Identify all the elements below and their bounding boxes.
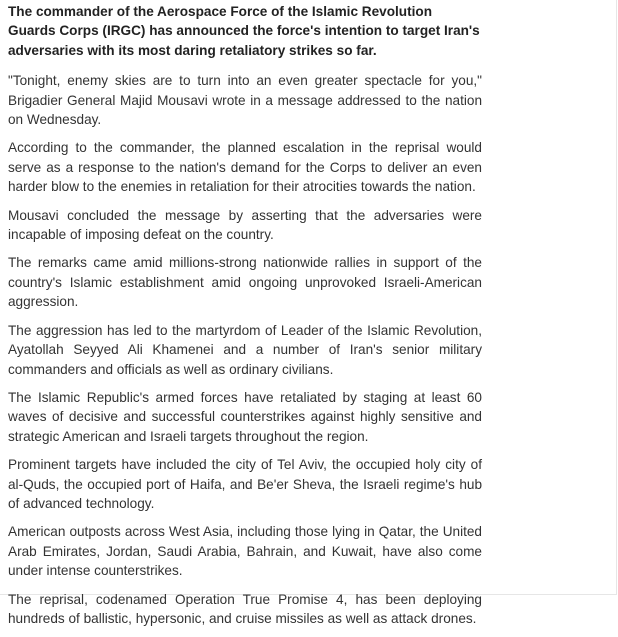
article-lead: The commander of the Aerospace Force of the Islamic Revolution Guards Corps (IRGC) has announced the force's intention to target Iran's adversaries with its most daring retaliatory strikes so far. <box>8 4 480 58</box>
article-paragraph: American outposts across West Asia, including those lying in Qatar, the United Arab Emirates, Jordan, Saudi Arabia, Bahrain, and Kuwait, have also come under intense counterstrikes. <box>8 524 482 579</box>
article-paragraph: "Tonight, enemy skies are to turn into an even greater spectacle for you," Brigadier General Majid Mousavi wrote in a message addressed to the nation on Wednesday. <box>8 73 482 128</box>
article-paragraph: The reprisal, codenamed Operation True Promise 4, has been deploying hundreds of ballistic, hypersonic, and cruise missiles as well as attack drones. <box>8 591 482 626</box>
article-body <box>8 2 482 637</box>
article-paragraph: The remarks came amid millions-strong nationwide rallies in support of the country's Islamic establishment amid ongoing unprovoked Israeli-American aggression. <box>8 255 482 310</box>
article-paragraph: The Islamic Republic's armed forces have retaliated by staging at least 60 waves of decisive and successful counterstrikes against highly sensitive and strategic American and Israeli targets throughout the region. <box>8 389 482 444</box>
article-paragraph: According to the commander, the planned escalation in the reprisal would serve as a response to the nation's demand for the Corps to deliver an even harder blow to the enemies in retaliation for their atrocities towards the nation. <box>8 140 482 195</box>
article-paragraph: The aggression has led to the martyrdom of Leader of the Islamic Revolution, Ayatollah Seyyed Ali Khamenei and a number of Iran's senior military commanders and officials as well as ordinary civilians. <box>8 322 482 377</box>
article-paragraph: Prominent targets have included the city of Tel Aviv, the occupied holy city of al-Quds, the occupied port of Haifa, and Be'er Sheva, the Israeli regime's hub of advanced technology. <box>8 457 482 511</box>
article-paragraph: Mousavi concluded the message by asserting that the adversaries were incapable of imposing defeat on the country. <box>8 207 482 243</box>
